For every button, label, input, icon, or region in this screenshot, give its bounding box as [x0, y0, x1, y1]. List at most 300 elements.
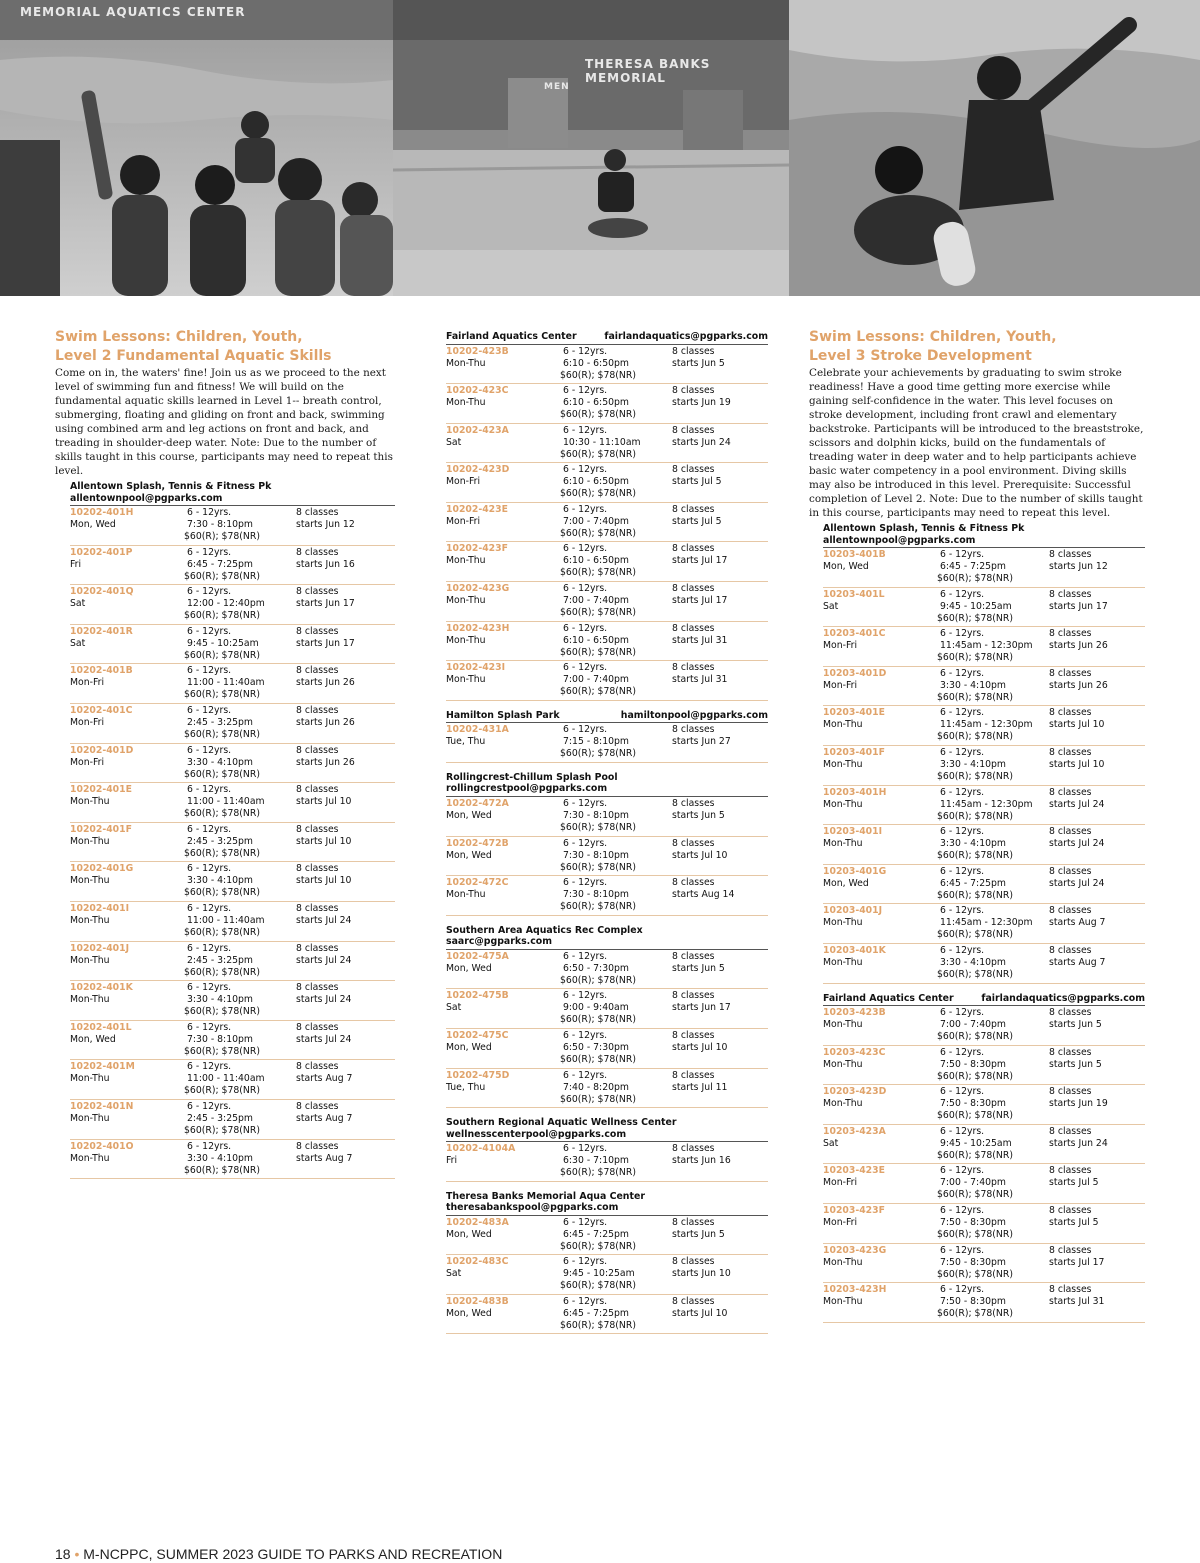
meeting-days: Mon-Thu — [446, 674, 486, 686]
meeting-days: Mon, Wed — [446, 849, 492, 861]
entry-col-sessions — [672, 990, 768, 1027]
entry-col-sessions — [1049, 1165, 1145, 1202]
class-entry — [823, 706, 1145, 746]
start-date: starts Jun 26 — [296, 716, 355, 728]
fee: $60(R); $78(NR) — [937, 1070, 1013, 1082]
fee: $60(R); $78(NR) — [560, 1280, 636, 1292]
entry-col-sessions — [296, 1061, 395, 1098]
entry-col-sessions — [672, 951, 768, 988]
age-range: 6 - 12yrs. — [563, 385, 608, 397]
entry-col-code — [823, 905, 937, 942]
class-entry — [823, 1164, 1145, 1204]
footer-bullet: • — [74, 1546, 80, 1562]
time-range: 7:40 - 8:20pm — [563, 1081, 629, 1093]
entry-col-code — [823, 945, 937, 982]
fee: $60(R); $78(NR) — [184, 570, 260, 582]
entry-col-sessions — [1049, 668, 1145, 705]
class-count: 8 classes — [296, 507, 339, 518]
entry-col-code — [70, 1101, 184, 1138]
entry-col-time — [560, 724, 672, 761]
class-entry — [446, 622, 768, 662]
start-date: starts Jul 10 — [1049, 719, 1105, 731]
course-code: 10202-4104A — [446, 1143, 516, 1155]
start-date: starts Jun 26 — [296, 756, 355, 768]
class-count: 8 classes — [672, 1029, 715, 1041]
time-range: 11:45am - 12:30pm — [940, 640, 1033, 652]
course-code: 10203-401J — [823, 905, 883, 917]
course-code: 10202-401O — [70, 1140, 134, 1152]
meeting-days: Mon-Thu — [823, 758, 863, 770]
entry-col-time — [937, 1245, 1049, 1282]
fee: $60(R); $78(NR) — [937, 889, 1013, 901]
entry-col-time — [937, 945, 1049, 982]
start-date: starts Jul 5 — [672, 476, 722, 488]
fee: $60(R); $78(NR) — [560, 748, 636, 760]
entry-col-code — [823, 1047, 937, 1084]
class-entry — [70, 1100, 395, 1140]
time-range: 11:00 - 11:40am — [187, 796, 265, 808]
entry-col-sessions — [672, 385, 768, 422]
age-range: 6 - 12yrs. — [940, 944, 985, 956]
entry-col-time — [184, 1101, 296, 1138]
venue-email: allentownpool@pgparks.com — [70, 492, 223, 504]
time-range: 7:15 - 8:10pm — [563, 736, 629, 748]
entry-col-code — [70, 626, 184, 663]
heading-line-1: Swim Lessons: Children, Youth, — [55, 329, 303, 345]
entry-col-time — [560, 583, 672, 620]
start-date: starts Jul 5 — [1049, 1177, 1099, 1189]
entry-col-sessions — [672, 1030, 768, 1067]
time-range: 3:30 - 4:10pm — [187, 756, 253, 768]
course-code: 10203-401L — [823, 588, 885, 600]
entry-col-code — [70, 507, 184, 544]
entry-col-sessions — [296, 1022, 395, 1059]
time-range: 3:30 - 4:10pm — [187, 1152, 253, 1164]
entry-col-sessions — [672, 346, 768, 383]
class-entry — [823, 944, 1145, 984]
class-count: 8 classes — [1049, 1165, 1092, 1177]
meeting-days: Fri — [70, 558, 82, 570]
start-date: starts Jun 26 — [1049, 640, 1108, 652]
entry-col-sessions — [1049, 747, 1145, 784]
fee: $60(R); $78(NR) — [184, 808, 260, 820]
age-range: 6 - 12yrs. — [563, 464, 608, 476]
time-range: 6:50 - 7:30pm — [563, 1041, 629, 1053]
start-date: starts Jun 26 — [296, 677, 355, 689]
start-date: starts Jul 10 — [1049, 758, 1105, 770]
class-entry — [446, 503, 768, 543]
entry-col-time — [560, 1143, 672, 1180]
entry-col-time — [184, 745, 296, 782]
age-range: 6 - 12yrs. — [563, 543, 608, 555]
age-range: 6 - 12yrs. — [187, 625, 232, 637]
start-date: starts Jul 17 — [1049, 1256, 1105, 1268]
entry-col-time — [937, 866, 1049, 903]
venue-header — [70, 478, 395, 506]
entry-col-time — [560, 385, 672, 422]
entry-col-code — [823, 826, 937, 863]
time-range: 9:45 - 10:25am — [940, 1137, 1012, 1149]
class-entry — [70, 783, 395, 823]
class-count: 8 classes — [296, 784, 339, 796]
venue-header — [823, 990, 1145, 1007]
entry-col-time — [560, 504, 672, 541]
course-code: 10202-401H — [70, 507, 134, 518]
class-count: 8 classes — [672, 1256, 715, 1268]
time-range: 10:30 - 11:10am — [563, 436, 641, 448]
fee: $60(R); $78(NR) — [560, 1053, 636, 1065]
class-count: 8 classes — [1049, 865, 1092, 877]
class-entry — [70, 585, 395, 625]
fee: $60(R); $78(NR) — [184, 649, 260, 661]
time-range: 11:45am - 12:30pm — [940, 719, 1033, 731]
class-count: 8 classes — [672, 1216, 715, 1228]
course-code: 10203-401H — [823, 786, 887, 798]
meeting-days: Sat — [446, 1002, 462, 1014]
entry-col-sessions — [296, 982, 395, 1019]
class-entry — [70, 625, 395, 665]
heading-line-2: Level 2 Fundamental Aquatic Skills — [55, 348, 332, 364]
fee: $60(R); $78(NR) — [937, 573, 1013, 584]
time-range: 6:10 - 6:50pm — [563, 357, 629, 369]
venue-email: allentownpool@pgparks.com — [823, 534, 976, 546]
age-range: 6 - 12yrs. — [563, 1069, 608, 1081]
entry-col-sessions — [672, 838, 768, 875]
wall-sign-left: MEMORIAL AQUATICS CENTER — [20, 5, 246, 19]
entry-col-time — [937, 826, 1049, 863]
entry-col-sessions — [1049, 589, 1145, 626]
start-date: starts Jul 10 — [296, 835, 352, 847]
class-entry — [446, 1069, 768, 1109]
time-range: 7:00 - 7:40pm — [563, 674, 629, 686]
entry-col-code — [823, 549, 937, 586]
course-code: 10202-475A — [446, 950, 509, 962]
class-entry — [70, 823, 395, 863]
age-range: 6 - 12yrs. — [187, 823, 232, 835]
course-code: 10202-401L — [70, 1021, 132, 1033]
entry-col-time — [560, 838, 672, 875]
class-entry — [446, 542, 768, 582]
class-entry — [70, 902, 395, 942]
fee: $60(R); $78(NR) — [937, 929, 1013, 941]
class-count: 8 classes — [672, 877, 715, 889]
fee: $60(R); $78(NR) — [184, 887, 260, 899]
class-count: 8 classes — [296, 982, 339, 994]
age-range: 6 - 12yrs. — [563, 1295, 608, 1307]
meeting-days: Mon-Thu — [823, 1058, 863, 1070]
age-range: 6 - 12yrs. — [187, 665, 232, 677]
fee: $60(R); $78(NR) — [560, 1014, 636, 1026]
start-date: starts Jun 17 — [1049, 600, 1108, 612]
time-range: 12:00 - 12:40pm — [187, 598, 265, 610]
class-entry — [70, 1021, 395, 1061]
entry-col-code — [823, 1284, 937, 1321]
entry-col-sessions — [296, 1101, 395, 1138]
entry-col-sessions — [672, 662, 768, 699]
entry-col-code — [70, 1022, 184, 1059]
class-count: 8 classes — [1049, 588, 1092, 600]
entry-col-code — [446, 798, 560, 835]
meeting-days: Mon-Fri — [823, 640, 858, 652]
fee: $60(R); $78(NR) — [560, 1240, 636, 1252]
class-count: 8 classes — [1049, 707, 1092, 719]
entry-col-time — [184, 863, 296, 900]
course-code: 10202-401D — [70, 744, 134, 756]
venue-header — [446, 922, 768, 950]
venue-name: Southern Area Aquatics Rec Complex — [446, 924, 643, 936]
time-range: 3:30 - 4:10pm — [187, 875, 253, 887]
age-range: 6 - 12yrs. — [563, 424, 608, 436]
entry-col-time — [184, 547, 296, 584]
time-range: 7:30 - 8:10pm — [563, 809, 629, 821]
class-entry — [823, 1244, 1145, 1284]
start-date: starts Jul 24 — [296, 954, 352, 966]
entry-col-time — [184, 982, 296, 1019]
entry-col-sessions — [672, 583, 768, 620]
entry-col-time — [184, 824, 296, 861]
class-count: 8 classes — [1049, 944, 1092, 956]
entry-col-sessions — [1049, 628, 1145, 665]
entry-col-sessions — [672, 504, 768, 541]
course-code: 10202-401M — [70, 1061, 135, 1073]
class-entry — [446, 1029, 768, 1069]
entry-col-code — [446, 838, 560, 875]
start-date: starts Jul 17 — [672, 595, 728, 607]
course-code: 10202-423H — [446, 622, 510, 634]
entry-col-sessions — [1049, 1007, 1145, 1044]
start-date: starts Jun 24 — [1049, 1137, 1108, 1149]
entry-col-code — [823, 707, 937, 744]
time-range: 6:45 - 7:25pm — [563, 1307, 629, 1319]
fee: $60(R); $78(NR) — [560, 1093, 636, 1105]
column-level-2-continued — [446, 328, 768, 1334]
entry-col-time — [937, 1165, 1049, 1202]
entry-col-code — [70, 863, 184, 900]
class-count: 8 classes — [296, 1140, 339, 1152]
entry-col-time — [184, 784, 296, 821]
entry-col-time — [937, 628, 1049, 665]
start-date: starts Aug 7 — [296, 1112, 353, 1124]
entry-col-code — [823, 1205, 937, 1242]
entry-col-code — [70, 903, 184, 940]
course-code: 10203-423C — [823, 1046, 886, 1058]
start-date: starts Jul 10 — [296, 875, 352, 887]
time-range: 3:30 - 4:10pm — [940, 838, 1006, 850]
entry-col-code — [823, 1126, 937, 1163]
entry-col-time — [184, 586, 296, 623]
entry-col-time — [937, 747, 1049, 784]
start-date: starts Jul 5 — [1049, 1217, 1099, 1228]
entry-col-time — [937, 1086, 1049, 1123]
entry-col-code — [446, 990, 560, 1027]
entry-col-code — [70, 665, 184, 702]
fee: $60(R); $78(NR) — [937, 691, 1013, 703]
age-range: 6 - 12yrs. — [563, 345, 608, 357]
venue-name: Southern Regional Aquatic Wellness Center — [446, 1117, 677, 1129]
meeting-days: Mon-Thu — [446, 889, 486, 901]
entry-col-sessions — [1049, 707, 1145, 744]
entry-col-sessions — [296, 784, 395, 821]
venue-name: Allentown Splash, Tennis & Fitness Pk — [70, 481, 272, 492]
age-range: 6 - 12yrs. — [940, 1284, 985, 1296]
age-range: 6 - 12yrs. — [940, 786, 985, 798]
meeting-days: Mon-Fri — [823, 679, 858, 691]
age-range: 6 - 12yrs. — [187, 863, 232, 875]
age-range: 6 - 12yrs. — [187, 784, 232, 796]
venue-header — [446, 1188, 768, 1216]
course-code: 10202-401P — [70, 546, 133, 558]
entry-col-time — [937, 707, 1049, 744]
age-range: 6 - 12yrs. — [187, 902, 232, 914]
entry-col-sessions — [1049, 1126, 1145, 1163]
entry-col-time — [937, 668, 1049, 705]
age-range: 6 - 12yrs. — [940, 865, 985, 877]
meeting-days: Mon-Thu — [823, 1019, 863, 1031]
entry-col-time — [560, 623, 672, 660]
fee: $60(R); $78(NR) — [937, 1031, 1013, 1043]
age-range: 6 - 12yrs. — [563, 662, 608, 674]
class-count: 8 classes — [672, 724, 715, 736]
fee: $60(R); $78(NR) — [937, 1268, 1013, 1280]
entry-col-code — [823, 668, 937, 705]
class-count: 8 classes — [296, 625, 339, 637]
heading-line-1: Swim Lessons: Children, Youth, — [809, 329, 1057, 345]
entry-col-sessions — [1049, 1047, 1145, 1084]
fee: $60(R); $78(NR) — [937, 1229, 1013, 1240]
course-code: 10202-472C — [446, 877, 509, 889]
age-range: 6 - 12yrs. — [563, 797, 608, 809]
course-code: 10202-401I — [70, 902, 130, 914]
entry-col-sessions — [672, 877, 768, 914]
fee: $60(R); $78(NR) — [184, 531, 260, 542]
entry-col-sessions — [672, 1143, 768, 1180]
entry-col-time — [560, 990, 672, 1027]
time-range: 2:45 - 3:25pm — [187, 954, 253, 966]
start-date: starts Jul 10 — [672, 1307, 728, 1319]
fee: $60(R); $78(NR) — [937, 810, 1013, 822]
entry-col-sessions — [296, 824, 395, 861]
start-date: starts Jul 24 — [296, 914, 352, 926]
time-range: 7:30 - 8:10pm — [563, 849, 629, 861]
fee: $60(R); $78(NR) — [560, 527, 636, 539]
fee: $60(R); $78(NR) — [184, 1006, 260, 1018]
course-code: 10203-401F — [823, 746, 885, 758]
course-code: 10203-401G — [823, 865, 887, 877]
age-range: 6 - 12yrs. — [187, 1140, 232, 1152]
meeting-days: Mon-Thu — [823, 1098, 863, 1110]
entry-col-sessions — [672, 623, 768, 660]
entry-col-time — [560, 425, 672, 462]
time-range: 9:45 - 10:25am — [187, 637, 259, 649]
entry-col-sessions — [296, 1141, 395, 1178]
time-range: 7:50 - 8:30pm — [940, 1217, 1006, 1228]
fee: $60(R); $78(NR) — [560, 901, 636, 913]
entry-col-sessions — [296, 507, 395, 544]
age-range: 6 - 12yrs. — [187, 982, 232, 994]
time-range: 7:30 - 8:10pm — [563, 889, 629, 901]
age-range: 6 - 12yrs. — [940, 667, 985, 679]
entry-col-code — [70, 1061, 184, 1098]
time-range: 6:45 - 7:25pm — [940, 877, 1006, 889]
age-range: 6 - 12yrs. — [563, 950, 608, 962]
entry-col-code — [70, 824, 184, 861]
start-date: starts Aug 14 — [672, 889, 735, 901]
time-range: 7:00 - 7:40pm — [940, 1019, 1006, 1031]
class-entry — [446, 989, 768, 1029]
entry-col-sessions — [672, 1217, 768, 1254]
entry-col-time — [184, 507, 296, 544]
footer-text: M-NCPPC, SUMMER 2023 GUIDE TO PARKS AND RECREATION — [83, 1546, 503, 1562]
class-entry — [446, 1255, 768, 1295]
meeting-days: Mon-Fri — [446, 515, 481, 527]
time-range: 6:45 - 7:25pm — [563, 1228, 629, 1240]
entry-col-time — [560, 1030, 672, 1067]
venue-header-row — [446, 710, 768, 722]
meeting-days: Mon, Wed — [446, 962, 492, 974]
meeting-days: Mon-Thu — [823, 1296, 863, 1308]
course-code: 10202-423E — [446, 503, 508, 515]
meeting-days: Fri — [446, 1155, 458, 1167]
entry-col-time — [560, 1070, 672, 1107]
course-code: 10202-401J — [70, 942, 130, 954]
entry-col-code — [823, 628, 937, 665]
fee: $60(R); $78(NR) — [560, 646, 636, 658]
wall-sign-men: MEN — [544, 82, 570, 92]
entry-col-code — [446, 425, 560, 462]
venue-list — [446, 328, 768, 1334]
age-range: 6 - 12yrs. — [940, 746, 985, 758]
class-count: 8 classes — [672, 797, 715, 809]
fee: $60(R); $78(NR) — [937, 612, 1013, 624]
time-range: 7:00 - 7:40pm — [563, 595, 629, 607]
entry-col-sessions — [672, 1256, 768, 1293]
entry-col-code — [70, 982, 184, 1019]
entry-col-time — [560, 464, 672, 501]
class-count: 8 classes — [296, 1061, 339, 1073]
photo-instructor-child — [789, 0, 1200, 296]
course-code: 10203-423E — [823, 1165, 885, 1177]
entry-col-code — [446, 1143, 560, 1180]
age-range: 6 - 12yrs. — [187, 1021, 232, 1033]
start-date: starts Jul 24 — [1049, 838, 1105, 850]
meeting-days: Mon-Thu — [823, 798, 863, 810]
entry-col-time — [184, 705, 296, 742]
meeting-days: Mon-Fri — [446, 476, 481, 488]
course-code: 10202-475B — [446, 990, 509, 1002]
venue-name: Fairland Aquatics Center — [446, 331, 577, 342]
time-range: 9:45 - 10:25am — [563, 1268, 635, 1280]
venue-email: saarc@pgparks.com — [446, 936, 553, 948]
entry-col-code — [446, 464, 560, 501]
venue-header — [446, 328, 768, 345]
fee: $60(R); $78(NR) — [560, 1167, 636, 1179]
venue-header — [446, 769, 768, 797]
age-range: 6 - 12yrs. — [563, 1029, 608, 1041]
meeting-days: Mon-Thu — [70, 954, 110, 966]
entry-col-sessions — [1049, 1205, 1145, 1242]
venue-header — [446, 707, 768, 724]
entry-col-time — [560, 1256, 672, 1293]
class-count: 8 classes — [296, 823, 339, 835]
course-code: 10202-401C — [70, 704, 133, 716]
age-range: 6 - 12yrs. — [940, 1165, 985, 1177]
entry-col-sessions — [296, 705, 395, 742]
class-entry — [823, 904, 1145, 944]
start-date: starts Jun 24 — [672, 436, 731, 448]
start-date: starts Jun 17 — [672, 1002, 731, 1014]
class-entry — [446, 345, 768, 385]
meeting-days: Sat — [823, 600, 839, 612]
